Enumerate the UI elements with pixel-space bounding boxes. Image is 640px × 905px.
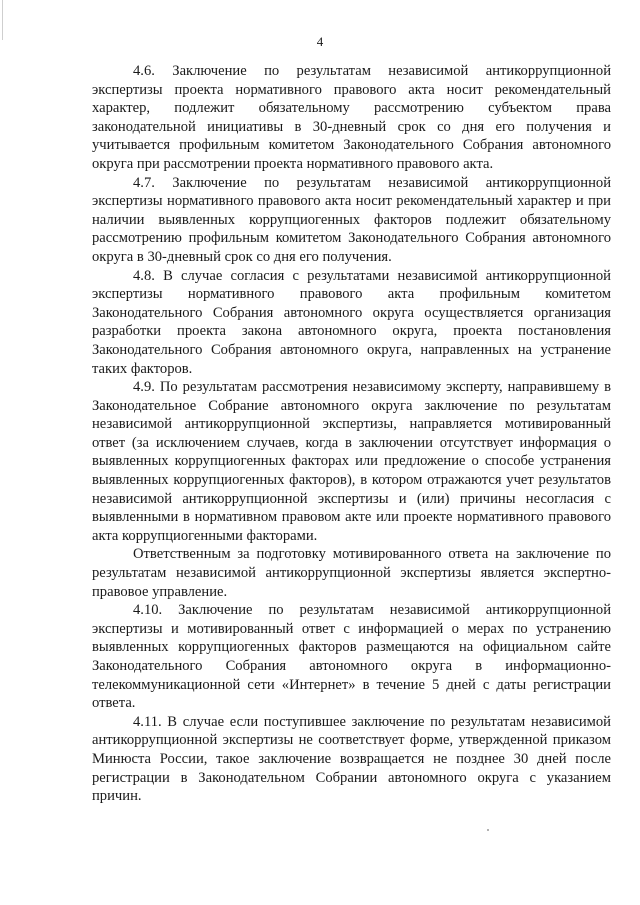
document-body xyxy=(92,62,611,806)
paragraph-4-6: 4.6. Заключение по результатам независимой антикоррупционной экспертизы проекта нормативного правового акта носит рекомендательный характер, подлежит обязательному рассмотрению субъектом права законодательной инициативы в 30-дневный срок со дня его получения и учитывается профильным комитетом Законодательного Собрания автономного округа при рассмотрении проекта нормативного правового акта. xyxy=(92,63,611,172)
paragraph-4-7: 4.7. Заключение по результатам независимой антикоррупционной экспертизы нормативного правового акта носит рекомендательный характер и при наличии выявленных коррупциогенных факторов подлежит обязательному рассмотрению профильным комитетом Законодательного Собрания автономного округа в 30-дневный срок со дня его получения. xyxy=(92,174,611,265)
paragraph-4-10: 4.10. Заключение по результатам независимой антикоррупционной экспертизы и мотивированный ответ с информацией о мерах по устранению выявленных коррупциогенных факторов размещаются на официальном сайте Законодательного Собрания автономного округа в информационно-телекоммуникационной сети «Интернет» в течение 5 дней с даты регистрации ответа. xyxy=(92,602,611,712)
scan-speck xyxy=(487,829,489,831)
paragraph-4-9: 4.9. По результатам рассмотрения независимому эксперту, направившему в Законодательное Собрание автономного округа заключение по результатам независимой антикоррупционной экспертизы, направляется мотивированный ответ (за исключением случаев, когда в заключении отсутствует информация о выявленных коррупциогенных факторах или предложение о способе устранения выявленных коррупциогенных факторов), в котором отражаются учет результатов независимой антикоррупционной экспертизы и (или) причины несогласия с выявленными в нормативном правовом акте или проекте нормативного правового акта коррупциогенными факторами. xyxy=(92,379,611,544)
paragraph-responsible: Ответственным за подготовку мотивированного ответа на заключение по результатам независимой антикоррупционной экспертизы является экспертно-правовое управление. xyxy=(92,546,611,600)
page-number: 4 xyxy=(316,34,324,49)
paragraph-4-8: 4.8. В случае согласия с результатами независимой антикоррупционной экспертизы нормативного правового акта профильным комитетом Законодательного Собрания автономного округа осуществляется организация разработки проекта закона автономного округа, проекта постановления Законодательного Собрания автономного округа, направленных на устранение таких факторов. xyxy=(92,267,611,377)
paragraph-4-11: 4.11. В случае если поступившее заключение по результатам независимой антикоррупционной экспертизы не соответствует форме, утвержденной приказом Минюста России, такое заключение возвращается не позднее 30 дней после регистрации в Законодательном Собрании автономного округа с указанием причин. xyxy=(92,713,611,805)
